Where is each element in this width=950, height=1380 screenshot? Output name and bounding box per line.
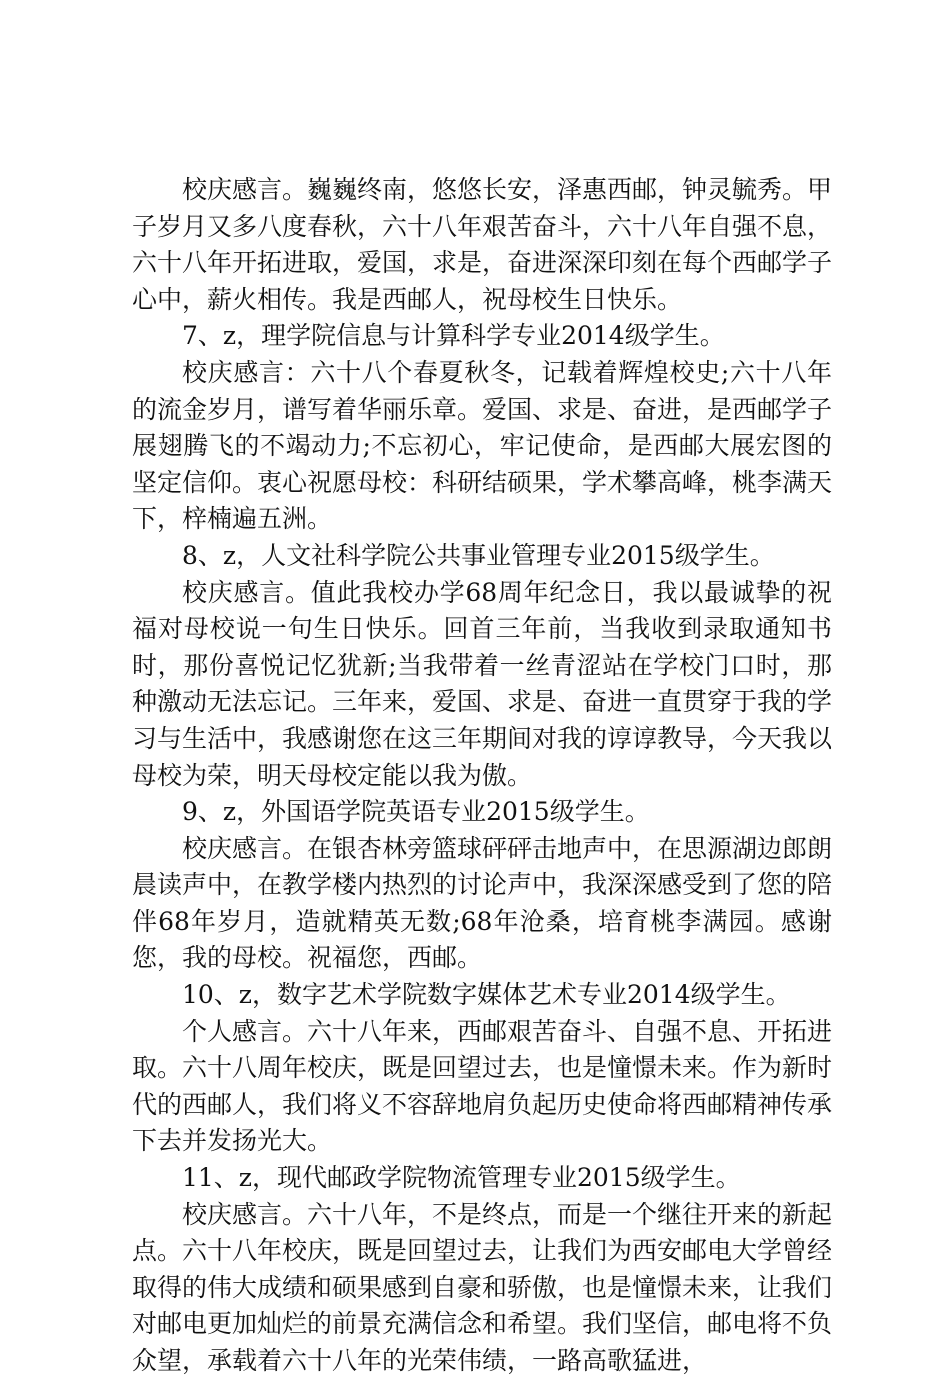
paragraph-speech: 校庆感言：六十八个春夏秋冬，记载着辉煌校史;六十八年的流金岁月，谱写着华丽乐章。爱国、求是、奋进，是西邮学子展翅腾飞的不竭动力;不忘初心，牢记使命，是西邮大展宏图的坚定信仰。衷心祝愿母校：科研结硕果，学术攀高峰，桃李满天下，梓楠遍五洲。 <box>132 357 833 534</box>
paragraph-student-7: 7、z，理学院信息与计算科学专业2014级学生。 <box>182 321 725 351</box>
paragraph-student-10: 10、z，数字艺术学院数字媒体艺术专业2014级学生。 <box>182 980 791 1010</box>
paragraph-speech: 校庆感言。值此我校办学68周年纪念日，我以最诚挚的祝福对母校说一句生日快乐。回首三年前，当我收到录取通知书时，那份喜悦记忆犹新;当我带着一丝青涩站在学校门口时，那种激动无法忘记。三年来，爱国、求是、奋进一直贯穿于我的学习与生活中，我感谢您在这三年期间对我的谆谆教导，今天我以母校为荣，明天母校定能以我为傲。 <box>132 577 833 790</box>
paragraph-student-9: 9、z，外国语学院英语专业2015级学生。 <box>182 797 650 827</box>
document-body <box>132 172 832 1380</box>
paragraph-speech: 校庆感言。六十八年，不是终点，而是一个继往开来的新起点。六十八年校庆，既是回望过去，让我们为西安邮电大学曾经取得的伟大成绩和硕果感到自豪和骄傲，也是憧憬未来，让我们对邮电更加灿烂的前景充满信念和希望。我们坚信，邮电将不负众望，承载着六十八年的光荣伟绩，一路高歌猛进， <box>132 1199 833 1375</box>
paragraph-speech: 校庆感言。在银杏林旁篮球砰砰击地声中，在思源湖边郎朗晨读声中，在教学楼内热烈的讨论声中，我深深感受到了您的陪伴68年岁月，造就精英无数;68年沧桑，培育桃李满园。感谢您，我的母校。祝福您，西邮。 <box>132 833 833 973</box>
paragraph-speech: 个人感言。六十八年来，西邮艰苦奋斗、自强不息、开拓进取。六十八周年校庆，既是回望过去，也是憧憬未来。作为新时代的西邮人，我们将义不容辞地肩负起历史使命将西邮精神传承下去并发扬光大。 <box>132 1016 833 1156</box>
paragraph-student-8: 8、z，人文社科学院公共事业管理专业2015级学生。 <box>182 540 775 570</box>
paragraph-speech: 校庆感言。巍巍终南，悠悠长安，泽惠西邮，钟灵毓秀。甲子岁月又多八度春秋，六十八年艰苦奋斗，六十八年自强不息，六十八年开拓进取，爱国，求是，奋进深深印刻在每个西邮学子心中，薪火相传。我是西邮人，祝母校生日快乐。 <box>132 175 833 314</box>
paragraph-student-11: 11、z，现代邮政学院物流管理专业2015级学生。 <box>182 1163 741 1193</box>
